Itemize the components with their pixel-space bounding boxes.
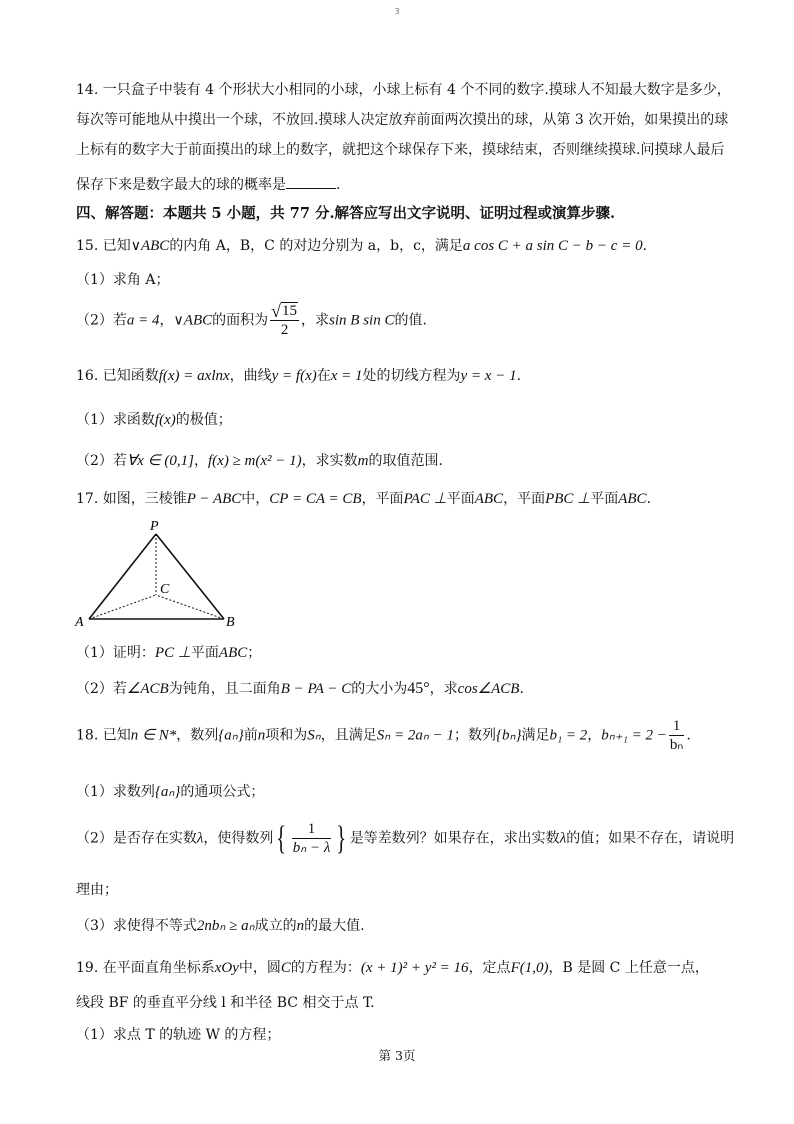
q16-p2-ineq: f(x) ≥ m(x² − 1) — [208, 453, 302, 469]
q18-n-in: n ∈ N* — [130, 727, 177, 744]
q16-p2-end: 的取值范围. — [368, 453, 443, 469]
q15-p2-mid2: 的面积为 — [212, 312, 269, 329]
q18-part-2-line-2: 理由； — [76, 882, 118, 898]
q18-n: n — [257, 727, 266, 744]
vertex-label-a: A — [75, 615, 84, 630]
q18-p2-pre: （2）是否存在实数 — [76, 830, 197, 847]
area-numerator — [270, 302, 299, 320]
q18-sn: Sₙ — [307, 727, 321, 744]
area-fraction — [270, 302, 299, 339]
q17-p2-mid2: 的大小为 — [351, 681, 408, 697]
q18-p1-seq: {aₙ} — [154, 784, 181, 800]
q18-p3-mid: 成立的 — [254, 918, 297, 934]
q17-part-1 — [76, 643, 726, 663]
q17-p2-mid1: 为钝角，且二面角 — [168, 681, 281, 697]
q17-p2-angle: ∠ACB — [126, 681, 169, 697]
q17-p1-end: ； — [247, 645, 262, 661]
q18-p2-fraction — [292, 820, 332, 857]
q16-part-2 — [76, 451, 726, 471]
q17-stem-end: . — [646, 491, 652, 507]
q15-equation: a cos C + a sin C − b − c = 0 — [462, 238, 643, 254]
q16-p2-pre: （2）若 — [76, 453, 127, 469]
page-header-mark: 3 — [394, 7, 400, 16]
q18-p3-ineq: 2nbₙ ≥ aₙ — [196, 918, 255, 934]
q17-p1-mid: 平面 — [190, 645, 219, 661]
q16-stem — [76, 366, 726, 386]
q15-p2-pre: （2）若 — [76, 312, 127, 329]
q17-stem-mid5: 平面 — [590, 491, 619, 507]
q14-line-4-text: 保存下来是数字最大的球的概率是 — [76, 177, 286, 193]
right-brace: } — [336, 819, 347, 857]
q18-p1-end: 的通项公式； — [180, 784, 265, 800]
q15-stem-mid: 的内角 A，B，C 的对边分别为 a，b，c，满足 — [169, 238, 463, 254]
triangle-symbol-2: ∨ — [173, 312, 184, 329]
q17-p1-plane: ABC — [218, 645, 248, 661]
q16-xeq: x = 1 — [330, 368, 363, 384]
q17-p2-mid3: ，求 — [429, 681, 458, 697]
q18-stem-mid1: ，数列 — [176, 727, 219, 744]
vertex-label-p: P — [150, 519, 159, 534]
q14-line-3: 上标有的数字大于前面摸出的球上的数字，就把这个球保存下来，摸球结束，否则继续摸球.问摸球人最后 — [76, 142, 725, 158]
q19-part-1: （1）求点 T 的轨迹 W 的方程； — [76, 1027, 281, 1043]
q19-stem-mid4: ，B 是圆 C 上任意一点， — [548, 960, 709, 976]
q19-stem-mid3: ，定点 — [468, 960, 511, 976]
q16-stem-mid1: ，曲线 — [229, 368, 272, 384]
q15-p2-mid1: ， — [159, 312, 174, 329]
q19-line-2: 线段 BF 的垂直平分线 l 和半径 BC 相交于点 T. — [76, 995, 375, 1011]
q16-curve: y = f(x) — [271, 368, 317, 384]
q15-part-2 — [76, 302, 726, 346]
q18-bn1-num: 1 — [672, 718, 681, 734]
q17-stem-mid4: ，平面 — [503, 491, 546, 507]
q17-p2-cos: cos∠ACB — [457, 681, 520, 697]
q17-p2-pre: （2）若 — [76, 681, 127, 697]
vertex-label-c: C — [160, 582, 170, 597]
q19-stem — [76, 958, 726, 978]
q17-plane2: ABC — [474, 491, 504, 507]
q18-p2-lambda: λ — [196, 830, 204, 847]
q17-p1-pre: （1）证明： — [76, 645, 155, 661]
q18-part-2 — [76, 819, 735, 864]
q14-line-1: 14. 一只盒子中装有 4 个形状大小相同的小球，小球上标有 4 个不同的数字.摸球人不知最大数字是多少， — [76, 82, 731, 98]
q16-stem-pre: 16. 已知函数 — [76, 368, 159, 384]
q17-stem-mid1: 中， — [241, 491, 270, 507]
q16-p1-end: 的极值； — [175, 412, 232, 428]
q18-p3-pre: （3）求使得不等式 — [76, 918, 197, 934]
q18-bn1-den: bₙ — [669, 737, 684, 753]
edge-pb — [156, 534, 224, 619]
sqrt-icon: √ — [271, 301, 282, 321]
q16-p2-m: m — [357, 453, 369, 469]
q18-stem-mid7: ， — [587, 727, 602, 744]
q15-stem-pre: 15. 已知 — [76, 238, 131, 254]
q17-stem-mid2: ，平面 — [361, 491, 404, 507]
q15-p2-expr: sin B sin C — [329, 312, 395, 329]
q18-sn-eq: Sₙ = 2aₙ − 1 — [376, 727, 454, 744]
q16-p2-forall: ∀x ∈ (0,1] — [126, 453, 194, 469]
q15-p2-triangle: ABC — [183, 312, 213, 329]
q14-line-4-end: . — [336, 177, 341, 193]
q18-p2-lambda2: λ — [559, 830, 567, 847]
q15-p2-end: 的值. — [394, 312, 427, 329]
area-radicand: 15 — [282, 303, 298, 319]
edge-pa — [89, 534, 156, 619]
page-number: 第 3页 — [378, 1048, 416, 1063]
q18-part-1 — [76, 782, 726, 802]
area-denominator: 2 — [280, 322, 289, 338]
q18-stem — [76, 717, 726, 761]
q14-line-2: 每次等可能地从中摸出一个球，不放回.摸球人决定放弃前面两次摸出的球，从第 3 次开始，如果摸出的球 — [76, 112, 729, 128]
q16-p1-func: f(x) — [154, 412, 176, 428]
left-brace: { — [276, 819, 287, 857]
q18-stem-mid5: ；数列 — [453, 727, 496, 744]
q19-c: C — [280, 960, 291, 976]
q18-part-3 — [76, 916, 726, 936]
q18-bn1-lhs: bₙ₊₁ = 2 − — [601, 727, 667, 744]
q18-p1-pre: （1）求数列 — [76, 784, 155, 800]
vertex-label-b: B — [226, 615, 235, 630]
q18-bn1-fraction — [669, 717, 684, 754]
q17-p2-dihedral: B − PA − C — [280, 681, 352, 697]
q19-circle-eq: (x + 1)² + y² = 16 — [360, 960, 469, 976]
q15-p2-mid3: ，求 — [301, 312, 330, 329]
q16-p2-comma: ， — [194, 453, 208, 469]
q18-stem-mid4: ，且满足 — [320, 727, 377, 744]
q17-stem-pre: 17. 如图，三棱锥 — [76, 491, 187, 507]
q18-p2-mid2: 是等差数列？如果存在，求出实数 — [349, 830, 560, 847]
q18-b1: b₁ = 2 — [549, 727, 588, 744]
q18-stem-end: . — [686, 727, 691, 744]
q18-p2-den: bₙ − λ — [292, 840, 331, 856]
q17-pyramid: P − ABC — [186, 491, 242, 507]
q17-part-2 — [76, 679, 726, 699]
q18-stem-pre: 18. 已知 — [76, 727, 131, 744]
q17-stem-mid3: 平面 — [446, 491, 475, 507]
q16-stem-mid3: 处的切线方程为 — [362, 368, 461, 384]
q18-stem-mid3: 项和为 — [265, 727, 308, 744]
pyramid-diagram — [72, 515, 242, 633]
q19-stem-pre: 19. 在平面直角坐标系 — [76, 960, 215, 976]
section-heading: 四、解答题：本题共 5 小题，共 77 分.解答应写出文字说明、证明过程或演算步骤. — [76, 205, 616, 222]
triangle-symbol: ∨ — [130, 238, 141, 254]
q19-xoy: xOy — [214, 960, 239, 976]
q17-p1-expr: PC ⊥ — [154, 645, 191, 661]
q19-stem-mid2: 的方程为： — [290, 960, 361, 976]
q18-p3-end: 的最大值. — [304, 918, 365, 934]
q14-line-4 — [76, 172, 726, 195]
q18-seq-b: {bₙ} — [495, 727, 522, 744]
q17-plane4: ABC — [618, 491, 647, 507]
q15-triangle-name: ABC — [140, 238, 170, 254]
answer-blank[interactable] — [286, 172, 336, 189]
q15-stem-end: . — [642, 238, 648, 254]
q16-p2-mid: ，求实数 — [301, 453, 358, 469]
q18-seq-a: {aₙ} — [218, 727, 244, 744]
q16-func: f(x) = axlnx — [158, 368, 230, 384]
q15-p2-eq: a = 4 — [126, 312, 160, 329]
q17-stem — [76, 489, 726, 509]
q16-tangent: y = x − 1 — [460, 368, 517, 384]
q16-part-1 — [76, 410, 726, 430]
q16-stem-mid2: 在 — [316, 368, 331, 384]
q18-stem-mid6: 满足 — [521, 727, 550, 744]
q17-plane3: PBC ⊥ — [545, 491, 591, 507]
q16-p1-pre: （1）求函数 — [76, 412, 155, 428]
q17-p2-deg: 45° — [407, 680, 430, 697]
q15-part-1: （1）求角 A； — [76, 272, 170, 288]
q17-plane1: PAC ⊥ — [403, 491, 447, 507]
q18-p2-num: 1 — [307, 821, 316, 837]
q17-eq: CP = CA = CB — [269, 491, 362, 507]
q18-p2-seq-fraction — [273, 820, 349, 857]
q18-p3-n: n — [296, 918, 305, 934]
q18-p2-mid1: ，使得数列 — [203, 830, 274, 847]
q17-p2-end: . — [519, 681, 524, 697]
q16-stem-end: . — [516, 368, 522, 384]
q15-stem — [76, 236, 726, 256]
q19-stem-mid1: 中，圆 — [238, 960, 281, 976]
q18-p2-mid3: 的值；如果不存在，请说明 — [566, 830, 735, 847]
q18-stem-mid2: 前 — [243, 727, 258, 744]
q19-f: F(1,0) — [510, 960, 549, 976]
